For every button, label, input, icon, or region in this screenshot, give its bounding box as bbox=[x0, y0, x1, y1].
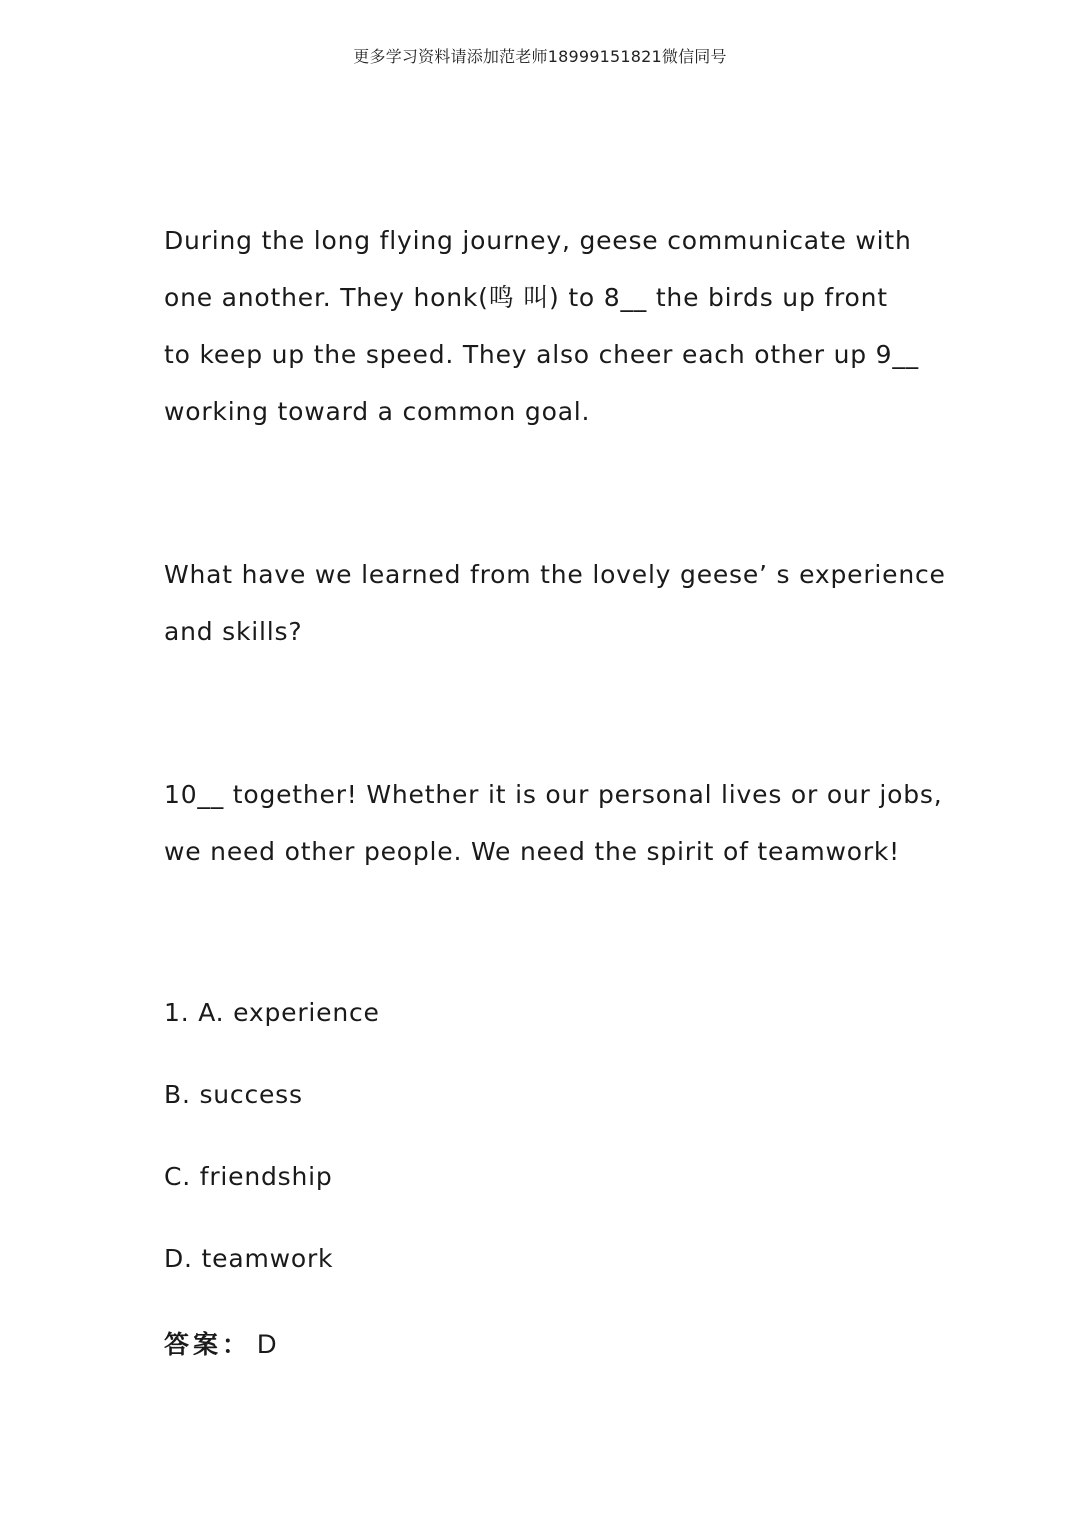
paragraph-question bbox=[164, 546, 944, 660]
option-b: B. success bbox=[164, 1080, 303, 1109]
paragraph-line: to keep up the speed. They also cheer each other up 9__ bbox=[164, 340, 919, 369]
answer-label: 答案： bbox=[164, 1330, 252, 1359]
paragraph-line: What have we learned from the lovely geese’ s experience bbox=[164, 560, 946, 589]
paragraph-line: 10__ together! Whether it is our personal lives or our jobs, bbox=[164, 780, 943, 809]
paragraph-line: and skills? bbox=[164, 617, 303, 646]
paragraph-line: working toward a common goal. bbox=[164, 397, 591, 426]
paragraph-teamwork bbox=[164, 766, 944, 880]
paragraph-line: During the long flying journey, geese communicate with bbox=[164, 226, 912, 255]
paragraph-line: one another. They honk(鸣 叫) to 8__ the birds up front bbox=[164, 283, 888, 312]
answer-value: D bbox=[257, 1329, 277, 1359]
answer-line bbox=[164, 1325, 277, 1361]
paragraph-geese-communication bbox=[164, 212, 944, 440]
option-d: D. teamwork bbox=[164, 1244, 334, 1273]
option-a: 1. A. experience bbox=[164, 998, 380, 1027]
option-c: C. friendship bbox=[164, 1162, 333, 1191]
paragraph-line: we need other people. We need the spirit of teamwork! bbox=[164, 837, 900, 866]
page-header: 更多学习资料请添加范老师18999151821微信同号 bbox=[353, 47, 727, 66]
